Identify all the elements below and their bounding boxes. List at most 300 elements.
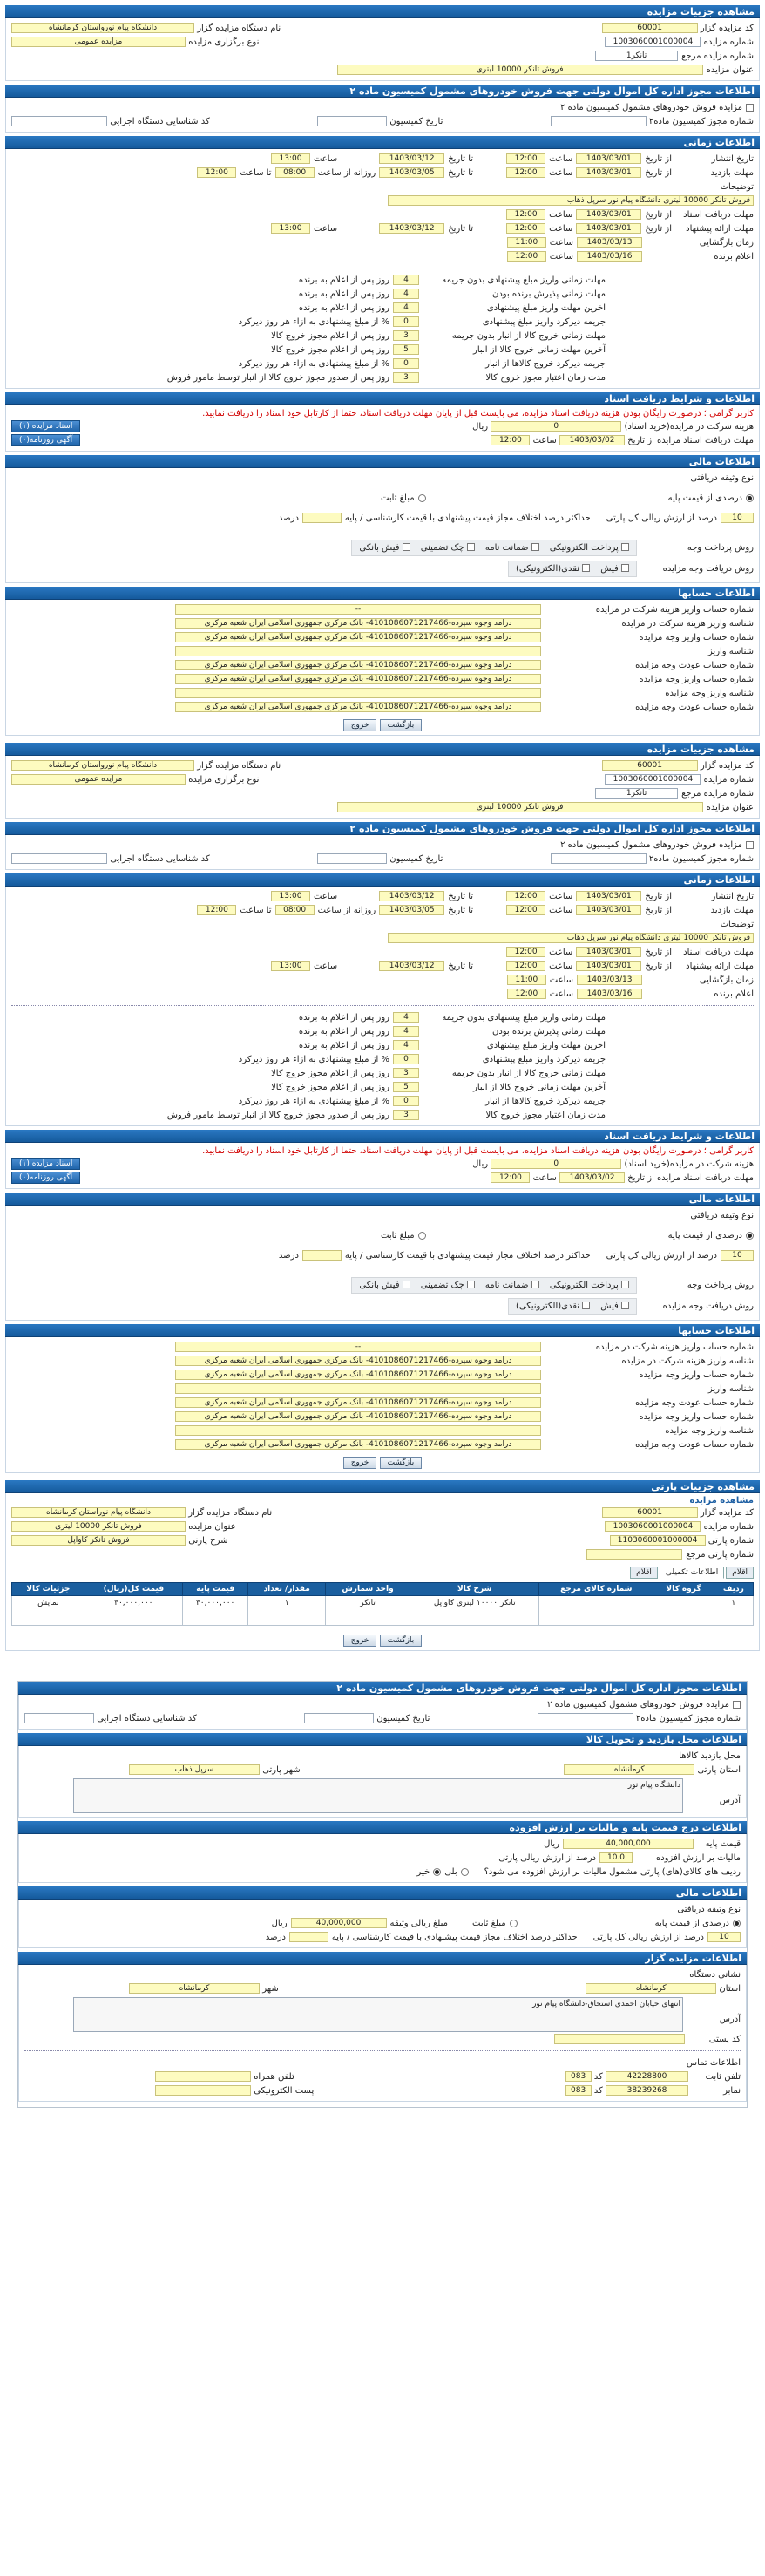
auction-details-block-1 <box>5 5 760 736</box>
days-field[interactable]: 4 <box>393 1040 419 1050</box>
label: اطلاعات تماس <box>686 2057 741 2068</box>
label: ضمانت نامه <box>484 542 529 553</box>
warning-text: کاربر گرامی ؛ درصورت رایگان بودن هزینه دریافت اسناد مزایده، می بایست قبل از پایان مهلت دریافت اسناد، حتما از کارتابل خود اسناد را دریافت نمایید. <box>202 1146 754 1156</box>
label: ساعت <box>532 436 557 445</box>
label: کد مزایده گزار <box>700 24 754 33</box>
tab-additional-info[interactable]: اطلاعات تکمیلی <box>660 1567 724 1579</box>
max-diff-field[interactable] <box>289 1932 328 1942</box>
label: مدت زمان اعتبار مجوز خروج کالا <box>485 1110 606 1120</box>
date-field[interactable]: 1403/03/01 <box>576 891 641 901</box>
label: کد <box>593 2072 603 2082</box>
max-diff-field[interactable] <box>302 513 342 523</box>
account-field[interactable] <box>175 688 541 698</box>
account-field[interactable] <box>175 1383 541 1394</box>
reference-number-field[interactable]: تانکر1 <box>595 788 678 799</box>
date-field[interactable]: 1403/03/01 <box>576 167 641 178</box>
label: مهلت دریافت اسناد مزایده از تاریخ <box>627 436 754 445</box>
account-field[interactable]: -- <box>175 1342 541 1352</box>
label: شماره مزایده <box>703 775 754 785</box>
percent-radio[interactable] <box>733 1920 741 1927</box>
days-field[interactable]: 4 <box>393 1026 419 1037</box>
account-field[interactable]: درآمد وجوه سپرده-4101086071217466- بانک مرکزی جمهوری اسلامی ایران شعبه مرکزی <box>175 618 541 629</box>
auctioneer-code-field[interactable]: 60001 <box>602 760 698 771</box>
label: از تاریخ <box>645 153 672 164</box>
documents-button[interactable]: اسناد مزایده (۱) <box>11 420 80 432</box>
time-field[interactable]: 12:00 <box>507 989 546 999</box>
days-field[interactable]: 0 <box>393 1054 419 1064</box>
label: ریال <box>472 1159 489 1169</box>
area-code-field[interactable]: 083 <box>565 2085 592 2096</box>
label: روش دریافت وجه مزایده <box>662 1301 754 1311</box>
divider <box>24 2050 741 2051</box>
checkbox[interactable] <box>467 1281 475 1288</box>
section-header: اطلاعات مالی <box>5 455 760 468</box>
label: مهلت بازدید <box>710 167 754 178</box>
party-reference-field[interactable] <box>586 1549 682 1560</box>
label: مهلت دریافت اسناد <box>683 947 754 957</box>
account-field[interactable]: درآمد وجوه سپرده-4101086071217466- بانک مرکزی جمهوری اسلامی ایران شعبه مرکزی <box>175 1370 541 1380</box>
account-field[interactable]: درآمد وجوه سپرده-4101086071217466- بانک مرکزی جمهوری اسلامی ایران شعبه مرکزی <box>175 1397 541 1408</box>
tab-items-2[interactable]: اقلام <box>630 1567 658 1579</box>
label: مهلت زمانی خروج کالا از انبار بدون جریمه <box>451 1068 606 1078</box>
label: چک تضمینی <box>420 542 464 553</box>
days-field[interactable]: 5 <box>393 1082 419 1092</box>
label: تلفن همراه <box>254 2072 294 2082</box>
date-field[interactable]: 1403/03/01 <box>576 905 641 915</box>
column-header: گروه کالا <box>653 1583 714 1596</box>
label: فیش بانکی <box>359 1280 400 1290</box>
section-header: اطلاعات مالی <box>18 1886 747 1900</box>
province-field[interactable]: کرمانشاه <box>564 1764 694 1775</box>
time-field[interactable]: 11:00 <box>507 237 546 248</box>
label: روش پرداخت وجه <box>687 1280 754 1290</box>
time-field[interactable]: 13:00 <box>271 891 310 901</box>
area-code-field[interactable]: 083 <box>565 2071 592 2082</box>
label: درصد <box>265 1932 286 1942</box>
label: شماره حساب عودت وجه مزایده <box>635 660 754 670</box>
auction-subject-field[interactable]: فروش تانکر 10000 لیتری <box>11 1521 186 1532</box>
label: مهلت دریافت اسناد <box>683 209 754 220</box>
percent-field[interactable]: 10 <box>707 1932 741 1942</box>
label: مبلغ ثابت <box>472 1918 506 1928</box>
account-field[interactable]: درآمد وجوه سپرده-4101086071217466- بانک مرکزی جمهوری اسلامی ایران شعبه مرکزی <box>175 1439 541 1450</box>
label: تا تاریخ <box>448 961 474 971</box>
account-field[interactable]: درآمد وجوه سپرده-4101086071217466- بانک مرکزی جمهوری اسلامی ایران شعبه مرکزی <box>175 702 541 712</box>
label: شناسه واریز <box>707 646 754 656</box>
description-field[interactable]: فروش تانکر 10000 لیتری دانشگاه پیام نور سرپل ذهاب <box>388 195 754 206</box>
address-textarea[interactable]: دانشگاه پیام نور <box>73 1778 683 1813</box>
account-field[interactable]: درآمد وجوه سپرده-4101086071217466- بانک مرکزی جمهوری اسلامی ایران شعبه مرکزی <box>175 632 541 642</box>
days-field[interactable]: 4 <box>393 1012 419 1023</box>
label: تا تاریخ <box>448 905 474 915</box>
label: ساعت <box>549 947 573 957</box>
auction-details-block-2 <box>5 743 760 1473</box>
label: روز پس از اعلام مجوز خروج کالا <box>271 330 389 341</box>
checkbox[interactable] <box>531 1281 539 1288</box>
table-cell: تانکر ۱۰۰۰۰ لیتری کاواپل <box>410 1596 539 1626</box>
label: ساعت <box>313 223 338 234</box>
account-field[interactable] <box>175 646 541 656</box>
time-field[interactable]: 12:00 <box>491 1172 530 1183</box>
label: ساعت <box>313 891 338 901</box>
label: شناسه واریز هزینه شرکت در مزایده <box>621 1356 754 1366</box>
label: استان پارتی <box>697 1765 741 1775</box>
label: نام دستگاه مزایده گزار <box>197 761 281 771</box>
label: درصد از ارزش ریالی کل پارتی <box>606 1250 717 1261</box>
label: روز پس از صدور مجوز خروج کالا از انبار توسط مامور فروش <box>166 372 389 383</box>
organization-field[interactable]: دانشگاه پیام نورواستان کرمانشاه <box>11 23 194 33</box>
auction-type-field[interactable]: مزایده عمومی <box>11 37 186 47</box>
label: روش دریافت وجه مزایده <box>662 563 754 574</box>
label: مهلت زمانی پذیرش برنده بودن <box>491 1026 606 1037</box>
label: روز پس از اعلام به برنده <box>298 1012 389 1023</box>
time-field[interactable]: 12:00 <box>506 167 545 178</box>
label: روز پس از اعلام به برنده <box>298 302 389 313</box>
time-field[interactable]: 12:00 <box>506 209 545 220</box>
label: شماره حساب واریز وجه مزایده <box>639 674 754 684</box>
days-field[interactable]: 4 <box>393 275 419 285</box>
date-field[interactable]: 1403/03/05 <box>379 167 444 178</box>
label: مهلت زمانی واریز مبلغ پیشنهادی بدون جریمه <box>442 275 606 285</box>
divider <box>11 1005 754 1006</box>
phone-field[interactable]: 42228800 <box>606 2071 688 2082</box>
checkbox[interactable] <box>403 543 410 551</box>
days-field[interactable]: 5 <box>393 344 419 355</box>
back-button[interactable]: بازگشت <box>380 719 423 731</box>
section-header: مشاهده جزییات پارتی <box>5 1480 760 1493</box>
percent-field[interactable]: 10 <box>721 513 754 523</box>
label: شماره حساب واریز هزینه شرکت در مزایده <box>595 604 754 615</box>
date-field[interactable]: 1403/03/12 <box>379 891 444 901</box>
label: ساعت <box>549 251 573 262</box>
auction-type-field[interactable]: مزایده عمومی <box>11 774 186 785</box>
label: زمان بازگشایی <box>699 975 754 985</box>
label: نوع وثیقه دریافتی <box>690 1210 754 1220</box>
section-header: اطلاعات مجوز اداره کل اموال دولتی جهت فروش خودروهای مشمول کمیسیون ماده ۲ <box>5 85 760 98</box>
section-header: اطلاعات حسابها <box>5 1324 760 1337</box>
auctioneer-code-field[interactable]: 60001 <box>602 1507 698 1518</box>
checkbox[interactable] <box>403 1281 410 1288</box>
fixed-radio[interactable] <box>418 494 426 502</box>
checkbox[interactable] <box>621 1302 629 1309</box>
label: روز پس از اعلام به برنده <box>298 289 389 299</box>
time-field[interactable]: 08:00 <box>275 167 315 178</box>
date-field[interactable]: 1403/03/16 <box>577 251 642 262</box>
permit-date-field[interactable] <box>317 116 387 126</box>
time-field[interactable]: 12:00 <box>506 947 545 957</box>
time-field[interactable]: 12:00 <box>507 251 546 262</box>
label: شماره حساب عودت وجه مزایده <box>635 1439 754 1450</box>
label: از تاریخ <box>645 947 672 957</box>
label: شناسه واریز <box>707 1383 754 1394</box>
time-field[interactable]: 13:00 <box>271 223 310 234</box>
label: هزینه شرکت در مزایده(خرید اسناد) <box>624 1159 754 1169</box>
label: از تاریخ <box>645 905 672 915</box>
label: ساعت <box>549 167 573 178</box>
label: تاریخ انتشار <box>711 891 754 901</box>
label: روز پس از اعلام مجوز خروج کالا <box>271 344 389 355</box>
exit-button[interactable]: خروج <box>343 1635 377 1647</box>
section-header: اطلاعات زمانی <box>5 136 760 149</box>
label: پست الکترونیکی <box>254 2086 315 2096</box>
permit-checkbox[interactable] <box>746 841 754 849</box>
description-field[interactable]: فروش تانکر 10000 لیتری دانشگاه پیام نور سرپل ذهاب <box>388 933 754 943</box>
date-field[interactable]: 1403/03/12 <box>379 223 444 234</box>
date-field[interactable]: 1403/03/01 <box>576 961 641 971</box>
label: کد مزایده گزار <box>700 1508 754 1518</box>
label: آدرس <box>719 1796 741 1805</box>
party-number-field[interactable]: 1103060001000004 <box>610 1535 706 1546</box>
label: از تاریخ <box>645 167 672 178</box>
province-field[interactable]: کرمانشاه <box>586 1983 716 1994</box>
permit-checkbox[interactable] <box>746 104 754 112</box>
back-button[interactable]: بازگشت <box>380 1457 423 1469</box>
label: شماره مزایده مرجع <box>681 788 754 799</box>
checkbox[interactable] <box>582 564 590 572</box>
permit-id-field[interactable] <box>11 116 107 126</box>
label: تا تاریخ <box>448 167 474 178</box>
days-field[interactable]: 3 <box>393 1068 419 1078</box>
section-header: اطلاعات محل بازدید و تحویل کالا <box>18 1733 747 1746</box>
city-field[interactable]: کرمانشاه <box>129 1983 260 1994</box>
base-price-field[interactable]: 40,000,000 <box>563 1839 694 1849</box>
label: شرح پارتی <box>188 1536 228 1546</box>
checkbox[interactable] <box>621 1281 629 1288</box>
label: شماره حساب عودت وجه مزایده <box>635 702 754 712</box>
days-field[interactable]: 3 <box>393 330 419 341</box>
label: پرداخت الکترونیکی <box>549 1280 619 1290</box>
days-field[interactable]: 0 <box>393 1096 419 1106</box>
label: شماره مجوز کمیسیون ماده۲ <box>648 854 754 864</box>
table-cell: ۱ <box>714 1596 753 1626</box>
show-link[interactable]: نمایش <box>12 1596 85 1626</box>
fixed-radio[interactable] <box>510 1920 518 1927</box>
label: ساعت <box>549 891 573 901</box>
organization-field[interactable]: دانشگاه پیام نورواستان کرمانشاه <box>11 760 194 771</box>
exit-button[interactable]: خروج <box>343 719 377 731</box>
checkbox[interactable] <box>621 543 629 551</box>
label: نقدی(الکترونیکی) <box>515 1301 580 1311</box>
label: درصدی از قیمت پایه <box>667 493 742 503</box>
newspaper-ads-button[interactable]: آگهی روزنامه(۰) <box>11 434 80 446</box>
table-cell <box>653 1596 714 1626</box>
party-details <box>5 1480 760 1651</box>
checkbox[interactable] <box>467 543 475 551</box>
time-field[interactable]: 12:00 <box>197 167 236 178</box>
date-field[interactable]: 1403/03/05 <box>379 905 444 915</box>
label: مالیات بر ارزش افزوده <box>655 1852 741 1863</box>
organization-field[interactable]: دانشگاه پیام نوراستان کرمانشاه <box>11 1507 186 1518</box>
exit-button[interactable]: خروج <box>343 1457 377 1469</box>
label: ساعت <box>313 961 338 971</box>
auction-number-field[interactable]: 1003060001000004 <box>605 1521 701 1532</box>
label: روز پس از صدور مجوز خروج کالا از انبار توسط مامور فروش <box>166 1110 389 1120</box>
label: کد شناسایی دستگاه اجرایی <box>110 117 210 126</box>
date-field[interactable]: 1403/03/02 <box>559 435 625 445</box>
max-diff-field[interactable] <box>302 1250 342 1261</box>
vat-field[interactable]: 10.0 <box>599 1852 633 1863</box>
account-field[interactable]: درآمد وجوه سپرده-4101086071217466- بانک مرکزی جمهوری اسلامی ایران شعبه مرکزی <box>175 674 541 684</box>
city-field[interactable]: سرپل ذهاب <box>129 1764 260 1775</box>
label: درصد از ارزش ریالی کل پارتی <box>606 513 717 523</box>
label: آخرین مهلت زمانی خروج کالا از انبار <box>473 344 606 355</box>
label: تلفن ثابت <box>705 2072 741 2082</box>
days-field[interactable]: 3 <box>393 1110 419 1120</box>
tab-items[interactable]: اقلام <box>726 1567 754 1579</box>
time-field[interactable]: 12:00 <box>491 435 530 445</box>
date-field[interactable]: 1403/03/12 <box>379 153 444 164</box>
label: فیش <box>600 1301 619 1311</box>
time-field[interactable]: 08:00 <box>275 905 315 915</box>
label: شماره مجوز کمیسیون ماده۲ <box>635 1714 741 1723</box>
permit-number-field[interactable] <box>551 116 647 126</box>
fixed-radio[interactable] <box>418 1232 426 1240</box>
time-field[interactable]: 12:00 <box>506 961 545 971</box>
label: از تاریخ <box>645 961 672 971</box>
subtitle: مشاهده مزایده <box>689 1496 754 1505</box>
label: روز پس از اعلام به برنده <box>298 1040 389 1050</box>
postal-code-field[interactable] <box>554 2034 685 2044</box>
label: توضیحات <box>720 181 754 192</box>
label: نوع وثیقه دریافتی <box>677 1904 741 1914</box>
label: شماره مجوز کمیسیون ماده۲ <box>648 117 754 126</box>
label: نام دستگاه مزایده گزار <box>188 1508 273 1518</box>
permit-id-field[interactable] <box>24 1713 94 1723</box>
deposit-amount-field[interactable]: 40,000,000 <box>291 1918 387 1928</box>
address-textarea[interactable]: انتهای خیابان احمدی استخاق-دانشگاه پیام نور <box>73 1997 683 2032</box>
time-field[interactable]: 11:00 <box>507 975 546 985</box>
permit-id-field[interactable] <box>11 853 107 864</box>
days-field[interactable]: 0 <box>393 316 419 327</box>
date-field[interactable]: 1403/03/12 <box>379 961 444 971</box>
date-field[interactable]: 1403/03/01 <box>576 223 641 234</box>
label: ضمانت نامه <box>484 1280 529 1290</box>
label: شماره مزایده <box>703 1522 754 1532</box>
mobile-field[interactable] <box>155 2071 251 2082</box>
account-field[interactable]: -- <box>175 604 541 615</box>
permit-number-field[interactable] <box>551 853 647 864</box>
label: خیر <box>416 1866 430 1877</box>
label: مزایده فروش خودروهای مشمول کمیسیون ماده ۲ <box>560 102 742 112</box>
permit-checkbox[interactable] <box>733 1701 741 1709</box>
label: تاریخ کمیسیون <box>389 854 443 864</box>
account-field[interactable]: درآمد وجوه سپرده-4101086071217466- بانک مرکزی جمهوری اسلامی ایران شعبه مرکزی <box>175 1411 541 1422</box>
reference-number-field[interactable]: تانکر1 <box>595 51 678 61</box>
section-header: مشاهده جزییات مزایده <box>5 5 760 18</box>
label: مزایده فروش خودروهای مشمول کمیسیون ماده ۲ <box>547 1699 729 1709</box>
permit-date-field[interactable] <box>317 853 387 864</box>
label: ساعت <box>549 975 573 985</box>
date-field[interactable]: 1403/03/02 <box>559 1172 625 1183</box>
account-field[interactable]: درآمد وجوه سپرده-4101086071217466- بانک مرکزی جمهوری اسلامی ایران شعبه مرکزی <box>175 660 541 670</box>
label: چک تضمینی <box>420 1280 464 1290</box>
permit-number-field[interactable] <box>538 1713 633 1723</box>
section-header: اطلاعات مجوز اداره کل اموال دولتی جهت فروش خودروهای مشمول کمیسیون ماده ۲ <box>5 822 760 835</box>
days-field[interactable]: 4 <box>393 289 419 299</box>
party-description-field[interactable]: فروش تانکر کاواپل <box>11 1535 186 1546</box>
label: ساعت <box>549 153 573 164</box>
date-field[interactable]: 1403/03/01 <box>576 209 641 220</box>
percent-field[interactable]: 10 <box>721 1250 754 1261</box>
auction-number-field[interactable]: 1003060001000004 <box>605 774 701 785</box>
label: ردیف های کالای(های) پارتی مشمول مالیات بر ارزش افزوده می شود؟ <box>484 1866 741 1877</box>
checkbox[interactable] <box>621 564 629 572</box>
label: درصد <box>278 513 299 523</box>
label: فیش بانکی <box>359 542 400 553</box>
time-field[interactable]: 12:00 <box>506 891 545 901</box>
fax-field[interactable]: 38239268 <box>606 2085 688 2096</box>
label: شناسه واریز وجه مزایده <box>665 1425 754 1436</box>
back-button[interactable]: بازگشت <box>380 1635 423 1647</box>
no-radio[interactable] <box>433 1868 441 1876</box>
days-field[interactable]: 0 <box>393 358 419 369</box>
label: شماره مزایده مرجع <box>681 51 754 61</box>
email-field[interactable] <box>155 2085 251 2096</box>
percent-radio[interactable] <box>746 1232 754 1240</box>
payment-methods <box>351 1277 637 1294</box>
label: درصد از ارزش ریالی کل پارتی <box>592 1932 704 1942</box>
documents-button[interactable]: اسناد مزایده (۱) <box>11 1158 80 1170</box>
label: جریمه دیرکرد خروج کالاها از انبار <box>485 358 606 369</box>
label: هزینه شرکت در مزایده(خرید اسناد) <box>624 422 754 432</box>
days-field[interactable]: 3 <box>393 372 419 383</box>
date-field[interactable]: 1403/03/16 <box>577 989 642 999</box>
label: % از مبلغ پیشنهادی به ازاء هر روز دیرکرد <box>238 1096 389 1106</box>
label: تا ساعت <box>240 167 272 178</box>
label: کد شناسایی دستگاه اجرایی <box>110 854 210 864</box>
label: اخرین مهلت واریز مبلغ پیشنهادی <box>486 302 606 313</box>
label: ساعت <box>549 209 573 220</box>
newspaper-ads-button[interactable]: آگهی روزنامه(۰) <box>11 1172 80 1184</box>
time-field[interactable]: 12:00 <box>506 153 545 164</box>
permit-date-field[interactable] <box>304 1713 374 1723</box>
days-field[interactable]: 4 <box>393 302 419 313</box>
date-field[interactable]: 1403/03/01 <box>576 153 641 164</box>
auction-subject-field[interactable]: فروش تانکر 10000 لیتری <box>337 802 703 812</box>
time-field[interactable]: 12:00 <box>506 223 545 234</box>
account-field[interactable]: درآمد وجوه سپرده-4101086071217466- بانک مرکزی جمهوری اسلامی ایران شعبه مرکزی <box>175 1356 541 1366</box>
label: ساعت <box>313 153 338 164</box>
yes-radio[interactable] <box>461 1868 469 1876</box>
auction-subject-field[interactable]: فروش تانکر 10000 لیتری <box>337 65 703 75</box>
fee-field[interactable]: 0 <box>491 1159 621 1169</box>
payment-methods <box>351 540 637 556</box>
label: نمابر <box>723 2086 741 2096</box>
label: شماره پارتی مرجع <box>686 1549 754 1560</box>
time-field[interactable]: 12:00 <box>506 905 545 915</box>
fee-field[interactable]: 0 <box>491 421 621 432</box>
checkbox[interactable] <box>531 543 539 551</box>
date-field[interactable]: 1403/03/13 <box>577 975 642 985</box>
time-field[interactable]: 13:00 <box>271 153 310 164</box>
auctioneer-code-field[interactable]: 60001 <box>602 23 698 33</box>
time-field[interactable]: 13:00 <box>271 961 310 971</box>
label: تا تاریخ <box>448 223 474 234</box>
auction-number-field[interactable]: 1003060001000004 <box>605 37 701 47</box>
label: توضیحات <box>720 919 754 929</box>
label: مبلغ ثابت <box>381 493 415 503</box>
label: محل بازدید کالاها <box>679 1750 741 1761</box>
checkbox[interactable] <box>582 1302 590 1309</box>
percent-radio[interactable] <box>746 494 754 502</box>
time-field[interactable]: 12:00 <box>197 905 236 915</box>
date-field[interactable]: 1403/03/01 <box>576 947 641 957</box>
account-field[interactable] <box>175 1425 541 1436</box>
label: ریال <box>544 1839 559 1849</box>
date-field[interactable]: 1403/03/13 <box>577 237 642 248</box>
label: شهر <box>262 1984 279 1994</box>
section-header: اطلاعات مالی <box>5 1193 760 1206</box>
